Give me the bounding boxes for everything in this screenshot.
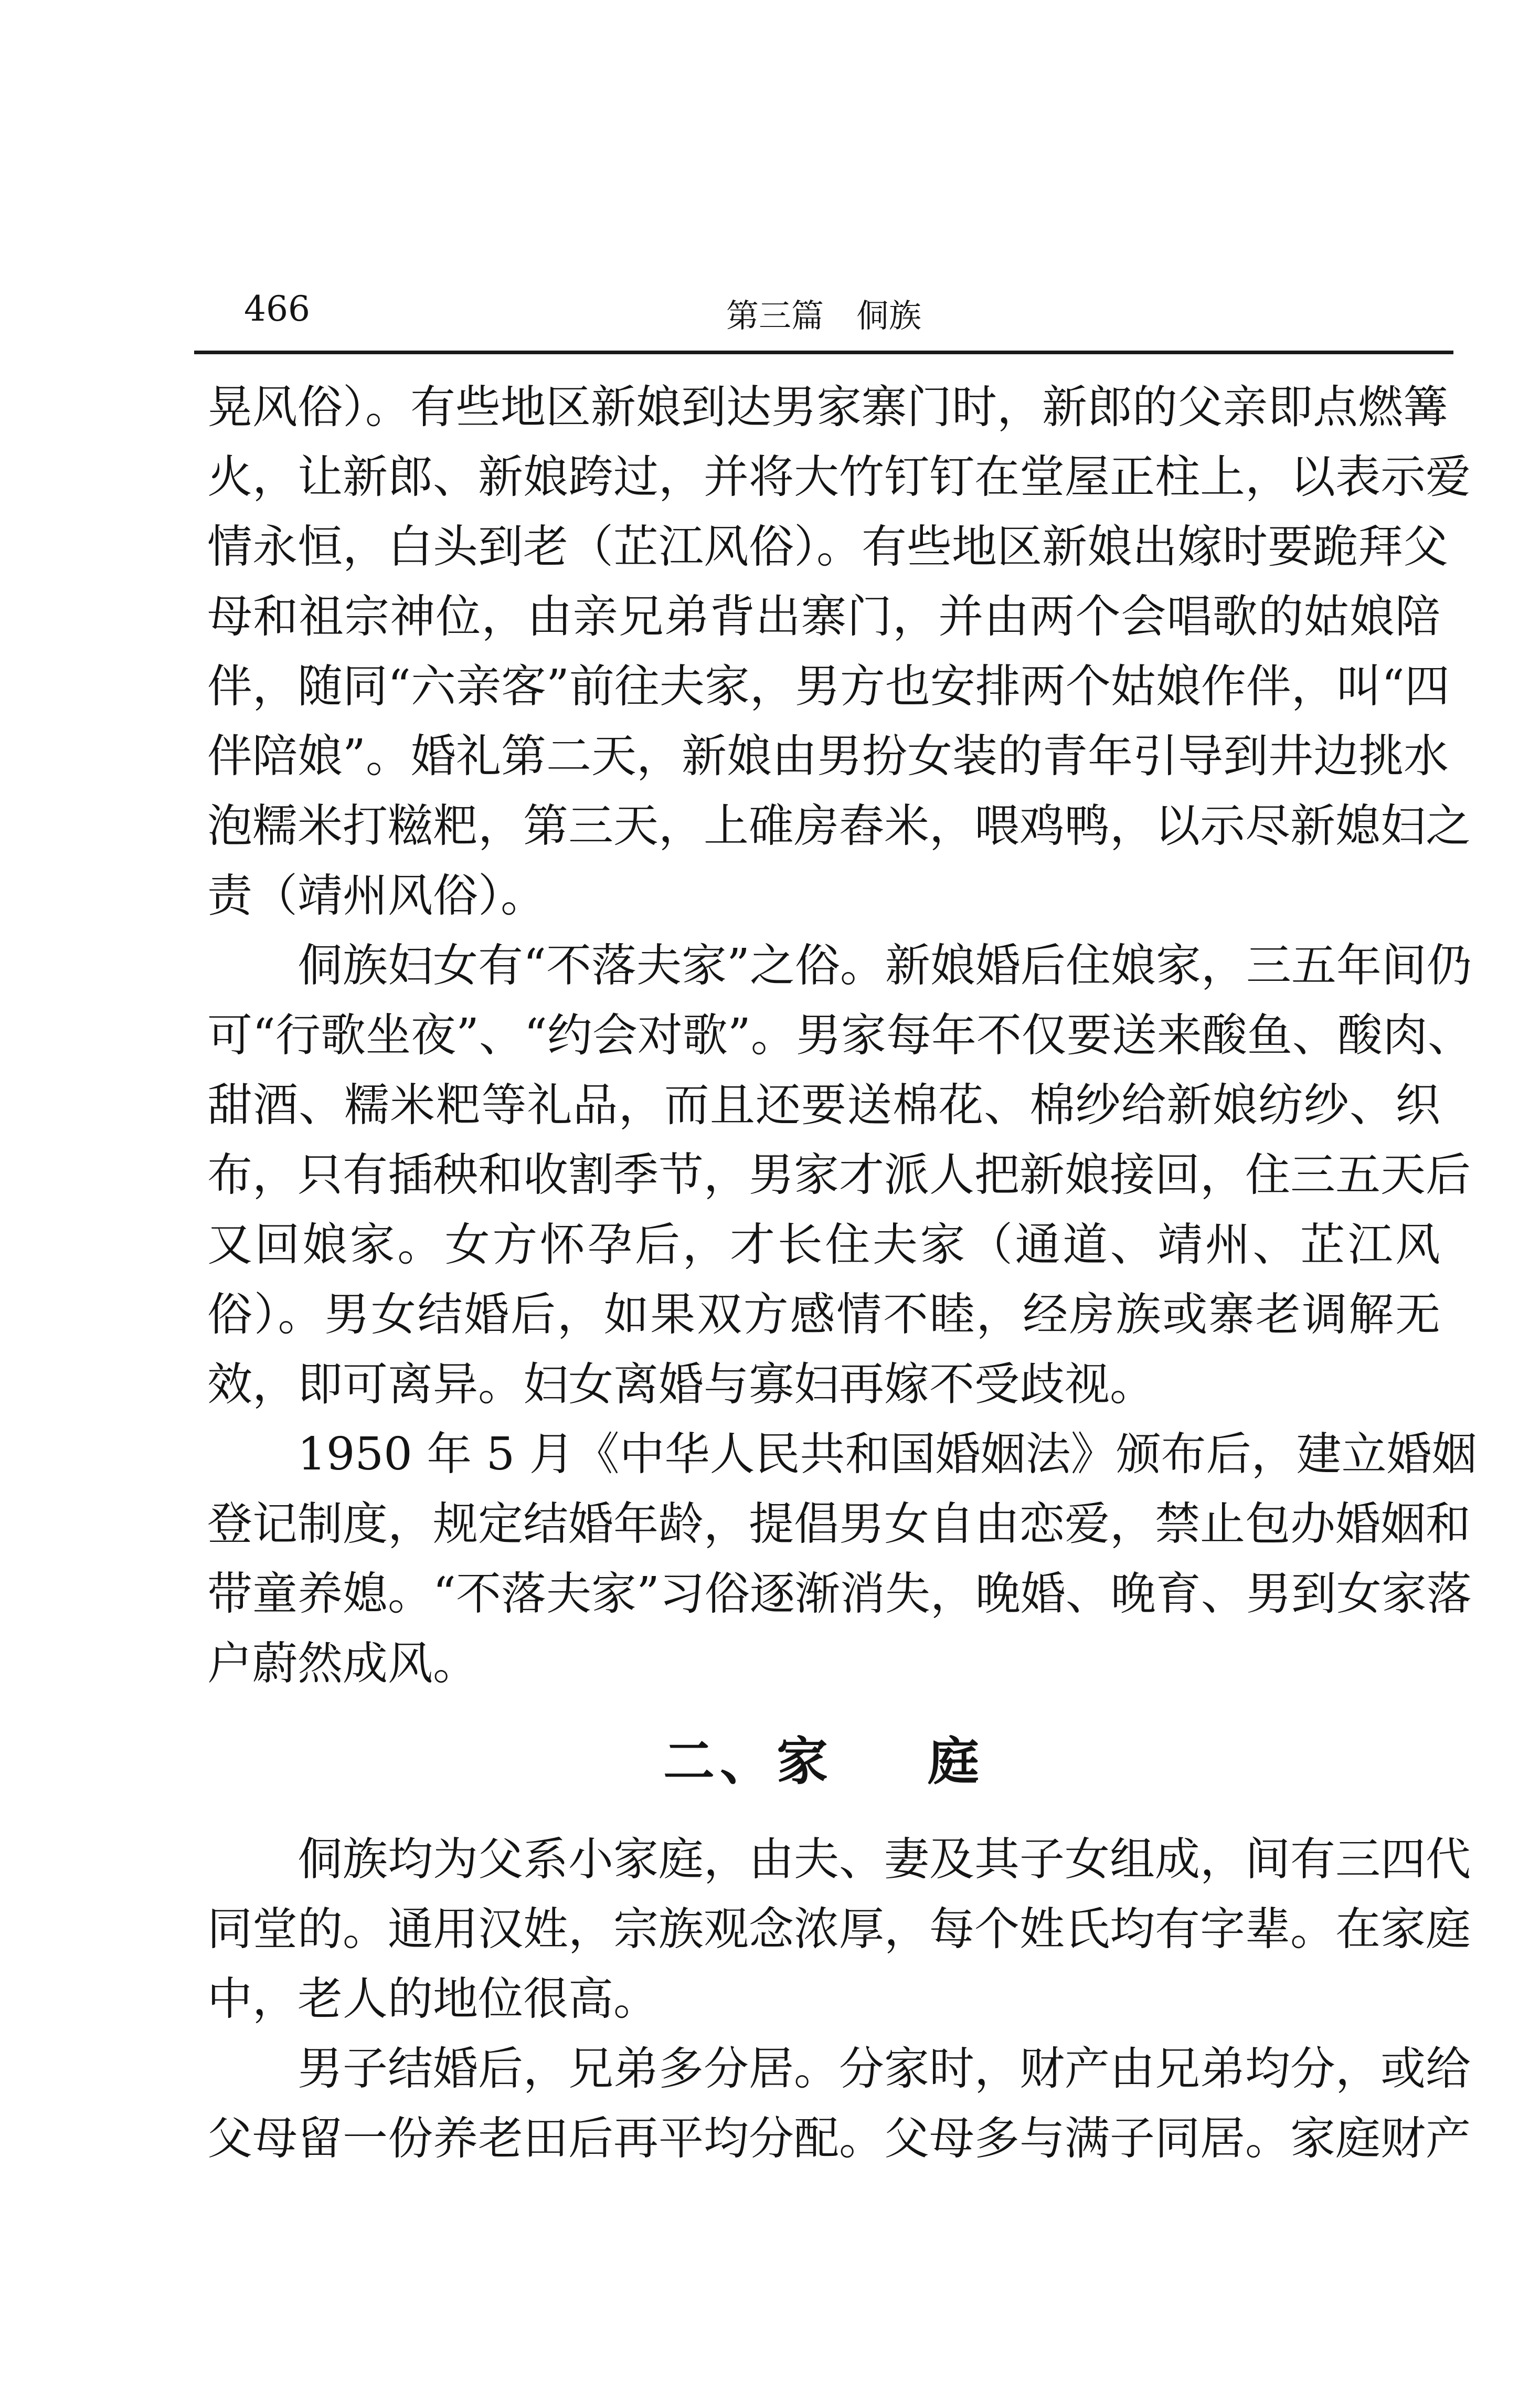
text-line: 男子结婚后，兄弟多分居。分家时，财产由兄弟均分，或给: [298, 2043, 1471, 2095]
section-heading: [207, 1699, 1440, 1825]
text-line: 中，老人的地位很高。: [207, 1973, 659, 2025]
paragraph: [207, 373, 1471, 931]
paragraph: [207, 1825, 1471, 2034]
paragraph-group-before-heading: [207, 373, 1477, 1699]
text-line: 晃风俗）。有些地区新娘到达男家寨门时，新郎的父亲即点燃篝: [207, 381, 1448, 433]
text-line: 可“行歌坐夜”、“约会对歌”。男家每年不仅要送来酸鱼、酸肉、: [207, 1009, 1473, 1062]
text-line: 母和祖宗神位，由亲兄弟背出寨门，并由两个会唱歌的姑娘陪: [207, 590, 1440, 643]
section-heading-title: 庭: [928, 1731, 985, 1792]
text-line: 效，即可离异。妇女离婚与寡妇再嫁不受歧视。: [207, 1358, 1155, 1411]
text-line: 侗族均为父系小家庭，由夫、妻及其子女组成，间有三四代: [298, 1833, 1471, 1886]
paragraph: [207, 1420, 1477, 1699]
paragraph-group-after-heading: [207, 1825, 1471, 2174]
section-heading-number: 二、家: [663, 1731, 833, 1792]
text-line: 责（靖州风俗）。: [207, 870, 546, 922]
text-line: 甜酒、糯米粑等礼品，而且还要送棉花、棉纱给新娘纺纱、织: [207, 1079, 1440, 1131]
page-header: [194, 278, 1453, 352]
text-line: 户蔚然成风。: [207, 1637, 478, 1690]
text-line: 情永恒，白头到老（芷江风俗）。有些地区新娘出嫁时要跪拜父: [207, 521, 1448, 573]
text-line: 同堂的。通用汉姓，宗族观念浓厚，每个姓氏均有字辈。在家庭: [207, 1903, 1471, 1955]
header-rule: [194, 351, 1453, 354]
text-line: 火，让新郎、新娘跨过，并将大竹钉钉在堂屋正柱上，以表示爱: [207, 451, 1471, 503]
text-line: 泡糯米打糍粑，第三天，上碓房舂米，喂鸡鸭，以示尽新媳妇之: [207, 800, 1471, 852]
page-number: 466: [244, 289, 310, 329]
running-title: 第三篇 侗族: [726, 297, 921, 335]
text-line: 登记制度，规定结婚年龄，提倡男女自由恋爱，禁止包办婚姻和: [207, 1498, 1471, 1550]
text-line: 伴，随同“六亲客”前往夫家，男方也安排两个姑娘作伴，叫“四: [207, 660, 1450, 713]
text-line: 父母留一份养老田后再平均分配。父母多与满子同居。家庭财产: [207, 2112, 1471, 2165]
text-line: 又回娘家。女方怀孕后，才长住夫家（通道、靖州、芷江风: [207, 1219, 1440, 1271]
text-line: 伴陪娘”。婚礼第二天，新娘由男扮女装的青年引导到井边挑水: [207, 730, 1449, 782]
text-line: 布，只有插秧和收割季节，男家才派人把新娘接回，住三五天后: [207, 1149, 1471, 1201]
text-line: 俗）。男女结婚后，如果双方感情不睦，经房族或寨老调解无: [207, 1288, 1440, 1341]
text-line: 侗族妇女有“不落夫家”之俗。新娘婚后住娘家，三五年间仍: [298, 939, 1472, 992]
text-line: 带童养媳。“不落夫家”习俗逐渐消失，晚婚、晚育、男到女家落: [207, 1568, 1472, 1620]
text-line: 1950 年 5 月《中华人民共和国婚姻法》颁布后，建立婚姻: [298, 1428, 1477, 1480]
paragraph: [207, 2034, 1471, 2174]
paragraph: [207, 931, 1473, 1420]
body-text: [207, 373, 1477, 2174]
